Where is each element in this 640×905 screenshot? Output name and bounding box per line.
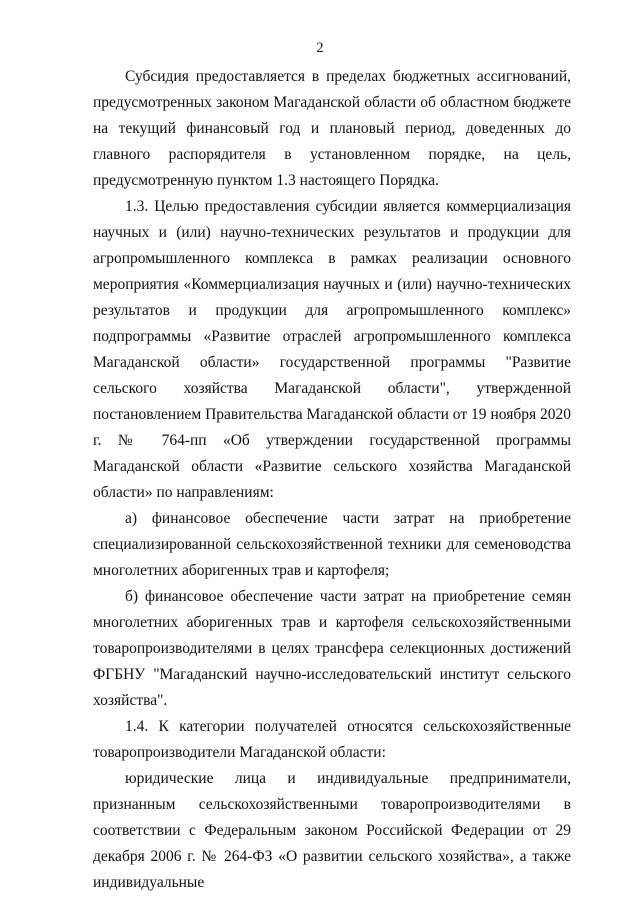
document-body [93,64,571,896]
paragraph-subsidy-limits: Субсидия предоставляется в пределах бюджетных ассигнований, предусмотренных законом Магаданской области об областном бюджете на текущий финансовый год и плановый период, доведенных до главного распорядителя в установленном порядке, на цель, предусмотренную пунктом 1.3 настоящего Порядка. [93,68,571,189]
paragraph-legal-entities: юридические лица и индивидуальные предприниматели, признанным сельскохозяйственными товаропроизводителями в соответствии с Федеральным законом Российской Федерации от 29 декабря 2006 г. № 264-ФЗ «О развитии сельского хозяйства», а также индивидуальные [93,770,571,891]
paragraph-item-b: б) финансовое обеспечение части затрат на приобретение семян многолетних аборигенных трав и картофеля сельскохозяйственными товаропроизводителями в целях трансфера селекционных достижений ФГБНУ "Магаданский научно-исследовательский институт сельского хозяйства". [93,588,571,709]
paragraph-1-3-purpose: 1.3. Целью предоставления субсидии является коммерциализация научных и (или) научно-технических результатов и продукции для агропромышленного комплекса в рамках реализации основного мероприятия «Коммерциализация научных и (или) научно-технических результатов и продукции для агропромышленного комплекс» подпрограммы «Развитие отраслей агропромышленного комплекса Магаданской области» государственной программы "Развитие сельского хозяйства Магаданской области", утвержденной постановлением Правительства Магаданской области от 19 ноября 2020 г. № 764-пп «Об утверждении государственной программы Магаданской области «Развитие сельского хозяйства Магаданской области» по направлениям: [93,198,571,501]
page-number: 2 [316,40,324,56]
paragraph-1-4-recipients: 1.4. К категории получателей относятся сельскохозяйственные товаропроизводители Магаданской области: [93,718,571,761]
paragraph-item-a: а) финансовое обеспечение части затрат на приобретение специализированной сельскохозяйственной техники для семеноводства многолетних аборигенных трав и картофеля; [93,510,571,579]
